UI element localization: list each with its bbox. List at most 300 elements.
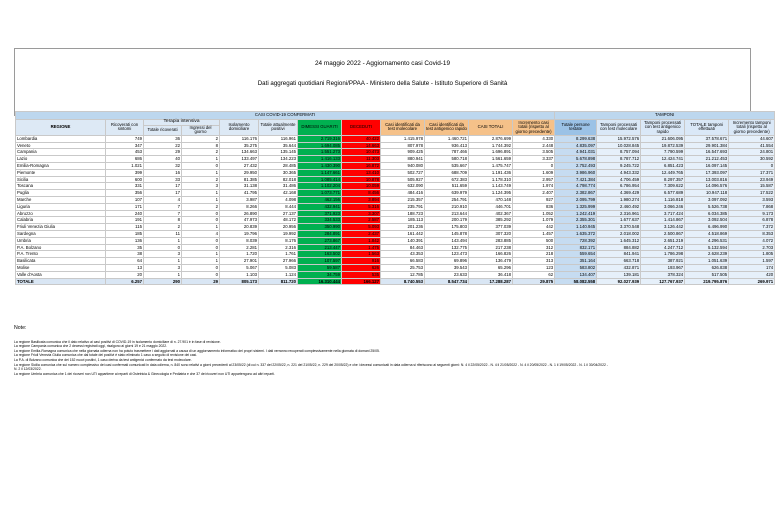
table-row <box>16 210 775 217</box>
table-cell: 1 <box>182 196 220 203</box>
table-cell: 2.437 <box>342 230 381 237</box>
table-cell: 672.383 <box>425 176 469 183</box>
table-cell: 6.878 <box>729 217 775 224</box>
table-cell: 38 <box>106 251 144 258</box>
table-cell: 0 <box>182 217 220 224</box>
covid-data-table <box>15 111 775 285</box>
table-cell: 17.371 <box>729 169 775 176</box>
table-cell: 807.978 <box>381 142 425 149</box>
table-cell: 1.415.978 <box>381 135 425 142</box>
table-cell: 4.706.459 <box>597 176 641 183</box>
table-cell: 600 <box>106 176 144 183</box>
table-cell: 28.485 <box>259 162 298 169</box>
col-hospitalized: Ricoverati con sintomi <box>106 120 144 136</box>
table-cell: 35.644 <box>259 142 298 149</box>
table-cell: 1.079 <box>513 217 555 224</box>
table-cell: 10.059 <box>342 183 381 190</box>
region-name: Liguria <box>16 203 106 210</box>
table-cell: 13 <box>106 264 144 271</box>
table-cell: 1 <box>182 224 220 231</box>
table-cell: 8.456 <box>342 190 381 197</box>
table-cell: 0 <box>182 237 220 244</box>
table-cell: 84.463 <box>381 244 425 251</box>
table-cell: 34.759 <box>298 271 342 278</box>
region-name: P.A. Trento <box>16 251 106 258</box>
table-cell: 9.173 <box>729 210 775 217</box>
table-cell: 884.882 <box>597 244 641 251</box>
table-cell: 21.212.453 <box>685 156 729 163</box>
col-current-positive: Totale attualmente positivi <box>259 120 298 136</box>
totals-cell: 166.127 <box>342 278 381 285</box>
notes-title: Note: <box>14 325 27 331</box>
table-cell: 686 <box>106 156 144 163</box>
report-header <box>14 48 751 116</box>
table-cell: 2 <box>144 224 182 231</box>
table-cell: 7.790.599 <box>641 149 685 156</box>
table-cell: 2.719.316 <box>298 135 342 142</box>
col-case-increment: Incremento casi totali (rispetto al giorno precedente) <box>513 120 555 136</box>
table-cell: 210.910 <box>425 203 469 210</box>
table-cell: 16 <box>144 169 182 176</box>
table-cell: 5.678.898 <box>555 156 597 163</box>
table-cell: 1.551.273 <box>298 149 342 156</box>
table-cell: 505.927 <box>381 176 425 183</box>
table-cell: 145.878 <box>425 230 469 237</box>
table-cell: 7 <box>144 210 182 217</box>
table-cell: 351.164 <box>555 258 597 265</box>
table-cell: 2.382.867 <box>555 190 597 197</box>
table-cell: 135.145 <box>259 149 298 156</box>
region-name: Lazio <box>16 156 106 163</box>
table-cell: 27.966 <box>259 258 298 265</box>
table-cell: 8.039 <box>220 237 259 244</box>
table-cell: 65.296 <box>469 264 513 271</box>
table-cell: 12.424.741 <box>641 156 685 163</box>
table-cell: 511.659 <box>425 183 469 190</box>
table-cell: 10.473 <box>342 149 381 156</box>
table-cell: 4.296.531 <box>685 237 729 244</box>
table-cell: 3 <box>182 183 220 190</box>
table-cell: 20.839 <box>220 224 259 231</box>
table-cell: 44.607 <box>729 135 775 142</box>
table-cell: 9.245.722 <box>597 162 641 169</box>
table-cell: 8 <box>144 217 182 224</box>
table-cell: 25.753 <box>381 264 425 271</box>
table-cell: 1.460.721 <box>425 135 469 142</box>
table-row <box>16 135 775 142</box>
table-cell: 1.124.395 <box>469 190 513 197</box>
table-cell: 8.299.638 <box>555 135 597 142</box>
table-row <box>16 149 775 156</box>
table-row <box>16 203 775 210</box>
table-cell: 17 <box>144 190 182 197</box>
table-cell: 0 <box>513 162 555 169</box>
table-cell: 8.176 <box>259 237 298 244</box>
table-cell: 0 <box>144 244 182 251</box>
col-home-isolation: Isolamento domiciliare <box>220 120 259 136</box>
table-cell: 7.372 <box>729 224 775 231</box>
table-cell: 1.178.310 <box>469 176 513 183</box>
table-cell: 728.392 <box>555 237 597 244</box>
table-cell: 13.003.816 <box>685 176 729 183</box>
table-cell: 116.961 <box>259 135 298 142</box>
table-cell: 6.786.954 <box>597 183 641 190</box>
table-cell: 350.990 <box>298 224 342 231</box>
table-cell: 12.785 <box>381 271 425 278</box>
table-cell: 175.803 <box>425 224 469 231</box>
table-cell: 1.073.771 <box>298 190 342 197</box>
table-cell: 371.923 <box>298 210 342 217</box>
table-cell: 3.092.504 <box>685 217 729 224</box>
table-cell: 2.095.799 <box>555 196 597 203</box>
table-cell: 29.901.384 <box>685 142 729 149</box>
table-cell: 163.502 <box>298 251 342 258</box>
table-row <box>16 230 775 237</box>
table-cell: 3.370.548 <box>597 224 641 231</box>
region-name: P.A. Bolzano <box>16 244 106 251</box>
totals-cell: 58.082.558 <box>555 278 597 285</box>
table-cell: 69.896 <box>425 258 469 265</box>
region-name: Campania <box>16 149 106 156</box>
table-cell: 8.353 <box>729 230 775 237</box>
table-cell: 2.407 <box>513 190 555 197</box>
report-title: 24 maggio 2022 - Aggiornamento casi Covid-19 <box>315 60 450 67</box>
table-cell: 2.587 <box>342 217 381 224</box>
table-cell: 2.460.492 <box>597 203 641 210</box>
totals-cell: 8.547.734 <box>425 278 469 285</box>
table-cell: 663.718 <box>597 258 641 265</box>
table-cell: 5.316 <box>342 203 381 210</box>
table-cell: 32 <box>144 162 182 169</box>
table-cell: 41.554 <box>729 142 775 149</box>
table-cell: 185 <box>106 230 144 237</box>
table-cell: 0 <box>182 162 220 169</box>
table-cell: 107 <box>106 196 144 203</box>
col-people-tested: Totale persone testate <box>555 120 597 136</box>
table-cell: 30.592 <box>729 156 775 163</box>
table-cell: 273.867 <box>298 237 342 244</box>
table-cell: 4.330 <box>513 135 555 142</box>
table-cell: 399 <box>106 169 144 176</box>
table-cell: 453 <box>106 149 144 156</box>
table-cell: 191 <box>106 217 144 224</box>
region-name: Basilicata <box>16 258 106 265</box>
table-cell: 4.798.774 <box>555 183 597 190</box>
totals-label: TOTALE <box>16 278 106 285</box>
table-cell: 1.563 <box>342 251 381 258</box>
table-cell: 787.466 <box>425 149 469 156</box>
note-line: N. 2 il 12/03/2022. <box>14 367 42 372</box>
col-region: REGIONE <box>16 120 106 136</box>
table-cell: 1.416.133 <box>298 156 342 163</box>
table-cell: 1.102.204 <box>298 183 342 190</box>
table-cell: 5.526.738 <box>685 203 729 210</box>
col-antigen-cases: Casi identificati da test antigenico rapido <box>425 120 469 136</box>
table-cell: 4.941.031 <box>555 149 597 156</box>
table-cell: 1.124 <box>259 271 298 278</box>
table-cell: 133.497 <box>220 156 259 163</box>
table-cell: 4 <box>144 196 182 203</box>
region-name: Abruzzo <box>16 210 106 217</box>
table-cell: 1.980.274 <box>597 196 641 203</box>
table-cell: 4.518.869 <box>685 230 729 237</box>
table-cell: 517.505 <box>685 271 729 278</box>
table-cell: 3.337 <box>513 156 555 163</box>
table-cell: 3.987 <box>220 196 259 203</box>
table-cell: 836 <box>513 203 555 210</box>
note-line: La regione Sicilia comunica che sul numero complessivo dei casi confermati comunicati in data odierna, n. 840 sono relativi a giorni precedenti al 23/05/22 (di cui n. 337 del 22/05/22, n. 221 del 21/05/22, n. 229 del 20/05/22) e che i decessi comunicati in data odierna si riferiscono ai seguenti giorni: N. 4 il 22/05/2022 - N. 4 il 21/05/2022 - N. 4 il 20/05/2022 - N. 1 il 19/05/2022 - N. 1 il 30/04/2022 - <box>14 362 608 367</box>
table-cell: 2 <box>182 135 220 142</box>
table-cell: 377.039 <box>469 224 513 231</box>
table-cell: 19.796 <box>220 230 259 237</box>
table-cell: 217.238 <box>469 244 513 251</box>
region-name: Marche <box>16 196 106 203</box>
table-cell: 1.761 <box>259 251 298 258</box>
table-cell: 64 <box>106 258 144 265</box>
table-cell: 37.578.671 <box>685 135 729 142</box>
totals-cell: 811.720 <box>259 278 298 285</box>
table-cell: 3.097.092 <box>685 196 729 203</box>
table-cell: 1.696.891 <box>469 149 513 156</box>
table-cell: 940.080 <box>381 162 425 169</box>
table-cell: 1.052 <box>513 210 555 217</box>
table-cell: 1.475 <box>342 244 381 251</box>
region-name: Sardegna <box>16 230 106 237</box>
table-cell: 40.422 <box>342 135 381 142</box>
table-cell: 30.365 <box>259 169 298 176</box>
table-cell: 2.703 <box>729 244 775 251</box>
table-cell: 166.826 <box>469 251 513 258</box>
table-cell: 1.974 <box>513 183 555 190</box>
col-icu-total: Totale ricoverati <box>144 125 182 135</box>
table-cell: 8.444 <box>259 203 298 210</box>
table-cell: 2 <box>182 149 220 156</box>
table-cell: 115 <box>106 224 144 231</box>
col-molecular-tests: Tamponi processati con test molecolare <box>597 120 641 136</box>
table-cell: 17 <box>144 183 182 190</box>
table-body <box>16 135 775 285</box>
table-cell: 1.694.085 <box>298 142 342 149</box>
table-cell: 174 <box>729 264 775 271</box>
region-name: Puglia <box>16 190 106 197</box>
table-cell: 6.851.423 <box>641 162 685 169</box>
region-name: Sicilia <box>16 176 106 183</box>
table-cell: 193.967 <box>641 264 685 271</box>
table-cell: 420 <box>729 271 775 278</box>
totals-cell: 219.795.876 <box>685 278 729 285</box>
table-cell: 188.723 <box>381 210 425 217</box>
table-cell: 213.447 <box>298 244 342 251</box>
totals-cell: 16.310.444 <box>298 278 342 285</box>
table-cell: 1.325.999 <box>555 203 597 210</box>
table-cell: 11 <box>144 230 182 237</box>
table-cell: 20 <box>106 271 144 278</box>
table-cell: 31.486 <box>259 183 298 190</box>
table-cell: 19.872.539 <box>641 142 685 149</box>
region-name: Valle d'Aosta <box>16 271 106 278</box>
table-cell: 201.236 <box>381 224 425 231</box>
table-cell: 1.191.436 <box>469 169 513 176</box>
table-cell: 583.802 <box>555 264 597 271</box>
table-cell: 14.663 <box>342 142 381 149</box>
table-row <box>16 271 775 278</box>
table-cell: 218 <box>513 251 555 258</box>
table-cell: 2.316.961 <box>597 210 641 217</box>
table-cell: 42.168 <box>259 190 298 197</box>
table-cell: 3.126.442 <box>641 224 685 231</box>
table-cell: 3.593 <box>729 196 775 203</box>
table-cell: 47.973 <box>220 217 259 224</box>
table-cell: 1.635.372 <box>555 230 597 237</box>
note-line: La regione Basilicata comunica che il dato relativo ai casi positivi di COVID-19 in isolamento domiciliare di n. 27.901 è in fase di revisione. <box>14 339 221 344</box>
table-cell: 29 <box>144 149 182 156</box>
table-cell: 235.791 <box>381 203 425 210</box>
note-line: La regione Emilia-Romagna comunica che nella giornata odierna non ha potuto trasmettere i dati aggiornati a causa di un aggiornamento informatico dei propri sistemi. I dati verranno recuperati complessivamente nella giornata di domani 25/05. <box>14 348 380 353</box>
table-cell: 1.147.661 <box>298 169 342 176</box>
totals-cell: 8.740.553 <box>381 278 425 285</box>
table-cell: 27.432 <box>220 162 259 169</box>
col-antigen-tests: Tamponi processati con test antigenico rapido <box>641 120 685 136</box>
table-cell: 40 <box>144 156 182 163</box>
table-cell: 16.097.145 <box>685 162 729 169</box>
table-cell: 200.179 <box>425 217 469 224</box>
table-cell: 59.587 <box>298 264 342 271</box>
totals-cell: 17.288.287 <box>469 278 513 285</box>
region-name: Molise <box>16 264 106 271</box>
table-cell: 116.176 <box>220 135 259 142</box>
table-cell: 19.992 <box>259 230 298 237</box>
table-cell: 2 <box>182 176 220 183</box>
table-cell: 1 <box>144 237 182 244</box>
table-cell: 2.957 <box>513 176 555 183</box>
table-cell: 1 <box>182 190 220 197</box>
table-cell: 48.172 <box>259 217 298 224</box>
region-name: Friuli Venezia Giulia <box>16 224 106 231</box>
table-cell: 39.543 <box>425 264 469 271</box>
table-cell: 832.171 <box>555 244 597 251</box>
table-cell: 8.266 <box>220 203 259 210</box>
table-cell: 446.701 <box>469 203 513 210</box>
table-cell: 5.132.594 <box>685 244 729 251</box>
table-row <box>16 183 775 190</box>
table-cell: 21.606.095 <box>641 135 685 142</box>
table-cell: 1 <box>144 271 182 278</box>
table-cell: 387.921 <box>641 258 685 265</box>
table-cell: 1 <box>182 169 220 176</box>
table-cell: 240 <box>106 210 144 217</box>
table-cell: 500 <box>513 237 555 244</box>
table-cell: 33 <box>144 176 182 183</box>
table-cell: 4.072 <box>729 237 775 244</box>
region-name: Toscana <box>16 183 106 190</box>
table-cell: 3.505 <box>513 149 555 156</box>
table-cell: 841.941 <box>597 251 641 258</box>
table-cell: 502.727 <box>381 169 425 176</box>
table-cell: 2.281 <box>220 244 259 251</box>
table-cell: 313 <box>513 258 555 265</box>
totals-cell: 29 <box>182 278 220 285</box>
table-cell: 213.644 <box>425 210 469 217</box>
table-row <box>16 190 775 197</box>
table-cell: 283.885 <box>469 237 513 244</box>
table-cell: 1.021 <box>106 162 144 169</box>
table-cell: 1.786.298 <box>641 251 685 258</box>
table-cell: 3 <box>144 264 182 271</box>
table-cell: 123 <box>513 264 555 271</box>
table-cell: 3 <box>144 251 182 258</box>
table-cell: 16.872 <box>342 162 381 169</box>
table-cell: 1.475.747 <box>469 162 513 169</box>
table-cell: 35.275 <box>220 142 259 149</box>
table-cell: 402.367 <box>469 210 513 217</box>
table-cell: 26.890 <box>220 210 259 217</box>
table-cell: 123.473 <box>425 251 469 258</box>
table-cell: 36 <box>144 135 182 142</box>
table-cell: 11.303 <box>342 156 381 163</box>
band-confirmed-cases: CASI COVID-19 CONFERMATI <box>16 112 555 120</box>
table-cell: 1.744.392 <box>469 142 513 149</box>
region-name: Calabria <box>16 217 106 224</box>
table-cell: 4 <box>182 230 220 237</box>
table-cell: 1.842 <box>342 237 381 244</box>
table-cell: 1.430.390 <box>298 162 342 169</box>
notes-section <box>14 326 754 376</box>
table-cell: 0 <box>182 244 220 251</box>
region-name: Lombardia <box>16 135 106 142</box>
table-row <box>16 196 775 203</box>
table-cell: 134.407 <box>555 271 597 278</box>
table-cell: 334.533 <box>298 217 342 224</box>
table-cell: 3.986.960 <box>555 169 597 176</box>
table-cell: 1.645.312 <box>597 237 641 244</box>
table-cell: 1.103 <box>220 271 259 278</box>
table-cell: 7.309.622 <box>641 183 685 190</box>
table-cell: 6.577.689 <box>641 190 685 197</box>
table-cell: 331 <box>106 183 144 190</box>
table-cell: 2.316 <box>259 244 298 251</box>
table-cell: 1.116.818 <box>641 196 685 203</box>
table-cell: 13.410 <box>342 169 381 176</box>
table-cell: 2.355.301 <box>555 217 597 224</box>
table-cell: 14.096.576 <box>685 183 729 190</box>
table-cell: 10.947.118 <box>685 190 729 197</box>
col-total-cases: CASI TOTALI <box>469 120 513 136</box>
table-cell: 3.307 <box>342 210 381 217</box>
table-cell: 749 <box>106 135 144 142</box>
table-cell: 62 <box>513 271 555 278</box>
table-cell: 134.223 <box>259 156 298 163</box>
table-cell: 31.138 <box>220 183 259 190</box>
table-cell: 535.667 <box>425 162 469 169</box>
table-cell: 1.561.659 <box>469 156 513 163</box>
table-cell: 2.500.867 <box>641 230 685 237</box>
table-cell: 27.901 <box>220 258 259 265</box>
totals-cell: 269.971 <box>729 278 775 285</box>
table-cell: 185.113 <box>381 217 425 224</box>
table-cell: 909.425 <box>381 149 425 156</box>
table-row <box>16 237 775 244</box>
table-cell: 7.868 <box>729 203 775 210</box>
table-cell: 29.950 <box>220 169 259 176</box>
table-cell: 8.787.712 <box>597 156 641 163</box>
table-cell: 632.090 <box>381 183 425 190</box>
table-cell: 17.393.097 <box>685 169 729 176</box>
table-cell: 107.597 <box>298 258 342 265</box>
table-cell: 688.709 <box>425 169 469 176</box>
table-cell: 535 <box>342 271 381 278</box>
table-cell: 880.941 <box>381 156 425 163</box>
table-cell: 3.717.424 <box>641 210 685 217</box>
